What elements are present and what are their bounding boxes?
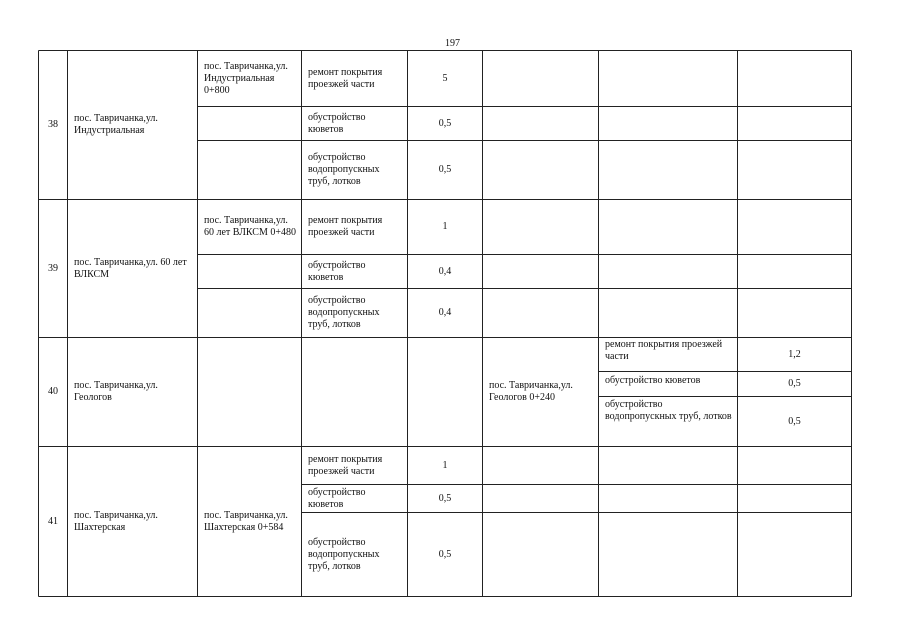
row-number: 41 (48, 515, 58, 527)
work-value: 0,5 (788, 415, 801, 427)
work-value: 1 (442, 221, 448, 232)
work-value: 1,2 (788, 348, 801, 360)
work-value: 5 (442, 72, 448, 84)
work-value: 0,5 (438, 492, 452, 504)
page-number: 197 (445, 38, 460, 49)
work-name: обустройство кюветов (605, 375, 701, 386)
work-name: обустройство кюветов (308, 486, 366, 510)
row-number: 40 (48, 386, 58, 397)
work-value: 0,5 (438, 164, 452, 175)
work-value: 0,4 (438, 265, 452, 277)
road-name: пос. Тавричанка,ул. Индустриальная (74, 113, 158, 136)
road-name: пос. Тавричанка,ул. Геологов (74, 380, 158, 403)
work-name: обустройство кюветов (308, 111, 366, 135)
work-name: ремонт покрытия проезжей части (308, 215, 383, 238)
work-name: обустройство водопропускных труб, лотков (308, 152, 380, 187)
work-name: обустройство водопропускных труб, лотков (308, 536, 380, 572)
road-name: пос. Тавричанка,ул. 60 лет ВЛКСМ (74, 256, 187, 280)
work-name: ремонт покрытия проезжей части (308, 453, 383, 477)
road-name: пос. Тавричанка,ул. Шахтерская (74, 509, 158, 533)
work-name: обустройство водопропускных труб, лотков (605, 399, 732, 422)
work-value: 1 (442, 459, 448, 471)
row-number: 38 (48, 119, 58, 130)
work-name: обустройство кюветов (308, 259, 366, 283)
work-value: 0,5 (788, 378, 801, 389)
work-name: обустройство водопропускных труб, лотков (308, 295, 380, 330)
row-number: 39 (48, 262, 58, 274)
road-section: пос. Тавричанка,ул. Индустриальная 0+800 (204, 60, 288, 96)
work-name: ремонт покрытия проезжей части (605, 339, 723, 362)
work-value: 0,5 (438, 548, 452, 560)
work-value: 0,4 (438, 307, 452, 318)
road-section: пос. Тавричанка,ул. Шахтерская 0+584 (204, 509, 288, 533)
work-name: ремонт покрытия проезжей части (308, 66, 383, 90)
road-section: пос. Тавричанка,ул. 60 лет ВЛКСМ 0+480 (204, 215, 296, 238)
road-section: пос. Тавричанка,ул. Геологов 0+240 (489, 380, 573, 403)
work-value: 0,5 (438, 117, 452, 129)
